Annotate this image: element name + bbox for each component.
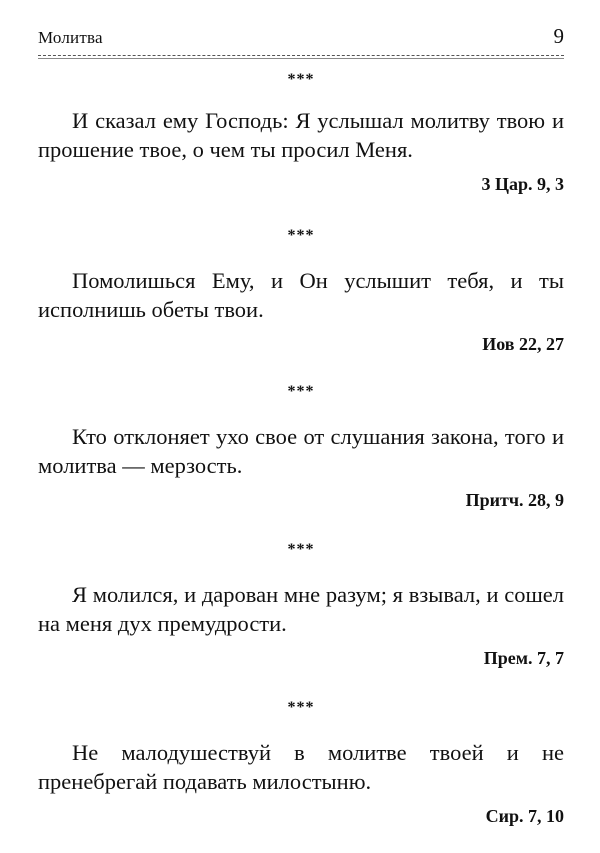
quote-text: Помолишься Ему, и Он услышит тебя, и ты исполнишь обеты твои.	[38, 268, 564, 322]
quote-text: Кто отклоняет ухо свое от слушания закона, того и молитва — мерзость.	[38, 424, 564, 478]
running-head: Молитва	[38, 28, 103, 47]
page-body	[38, 64, 564, 828]
asterism-separator: ***	[287, 541, 315, 558]
asterism-separator: ***	[287, 383, 315, 400]
scripture-reference: Иов 22, 27	[482, 334, 564, 354]
scripture-reference: Сир. 7, 10	[485, 806, 564, 826]
header-rule	[38, 55, 564, 56]
asterism-separator: ***	[287, 71, 315, 88]
quote-entry	[38, 224, 564, 356]
header-rule-secondary	[38, 58, 564, 59]
quote-entry	[38, 68, 564, 196]
quote-text: Не малодушествуй в молитве твоей и не пренебрегай подавать милостыню.	[38, 740, 564, 794]
scripture-reference: Притч. 28, 9	[465, 490, 564, 510]
quote-text: И сказал ему Господь: Я услышал молитву твою и прошение твое, о чем ты просил Меня.	[38, 108, 564, 162]
scripture-reference: 3 Цар. 9, 3	[481, 174, 564, 194]
page-header	[38, 22, 564, 56]
quote-entry	[38, 380, 564, 512]
asterism-separator: ***	[287, 227, 315, 244]
page-number: 9	[553, 24, 564, 48]
asterism-separator: ***	[287, 699, 315, 716]
quote-entry	[38, 538, 564, 670]
quote-entry	[38, 696, 564, 828]
quote-text: Я молился, и дарован мне разум; я взывал, и сошел на меня дух премудрости.	[38, 582, 564, 636]
scripture-reference: Прем. 7, 7	[483, 648, 564, 668]
